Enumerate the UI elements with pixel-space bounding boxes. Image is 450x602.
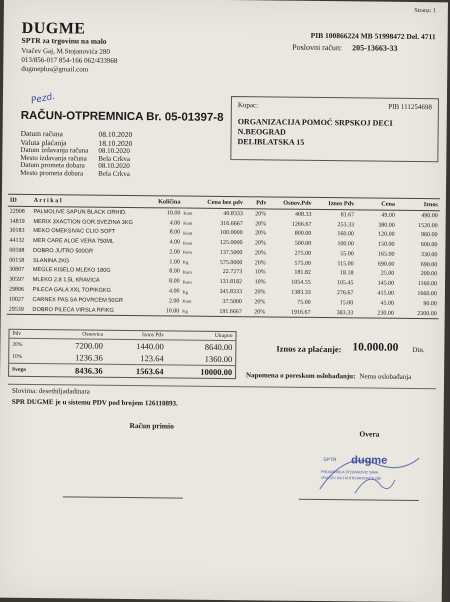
cell-price: 345.8333 [219, 288, 243, 296]
cell-pdv: 20% [255, 220, 267, 228]
cell-qty: 1.00 [169, 259, 180, 266]
document-title: RAČUN-OTPREMNICA Br. 05-01397-8 [20, 109, 224, 124]
cell-cena: 165.00 [377, 251, 395, 258]
cell-name: MER CARE ALOE VERA 750ML [33, 238, 115, 246]
cell-iznos: 1660.00 [417, 291, 437, 298]
cell-pdv: 20% [255, 230, 267, 237]
received-by-label: Račun primio [129, 421, 174, 431]
cell-pdv-amt: 160.00 [337, 231, 354, 238]
cell-cena: 25.00 [380, 271, 395, 278]
buyer-label: Kupac: [237, 101, 259, 110]
certification-label: Overa [359, 429, 380, 439]
cell-name: DOBRO PILECA VIRSLA RFIKG [30, 305, 147, 316]
cell-id: 30807 [9, 267, 25, 274]
cell-pdv-amt: 276.67 [336, 290, 354, 297]
amount-in-words: Slovima: desethiljadadinara [11, 386, 90, 396]
cell-pdv-amt: 253.33 [337, 221, 355, 228]
cell-iznos: 1160.00 [417, 281, 438, 288]
cell-iznos: 90.00 [423, 300, 437, 307]
cell-price: 100.0000 [220, 230, 243, 237]
cell-unit: Kom [183, 240, 193, 246]
vat-row: 10% 1236.36 123.64 1360.00 [12, 352, 233, 365]
tax-note-label: Napomena o poreskom oslobađanju: [246, 371, 356, 381]
cell-base: 408.33 [294, 211, 312, 218]
cell-qty: 8.00 [169, 278, 180, 285]
total-currency: Din. [412, 345, 425, 355]
cell-price: 575.0000 [219, 259, 243, 266]
cell-pdv: 20% [254, 240, 267, 247]
cell-base: 1054.55 [291, 279, 311, 287]
cell-price: 131.8182 [219, 279, 243, 286]
bank-account-value: 205-13663-33 [352, 43, 398, 53]
buyer-name: ORGANIZACIJA POMOĆ SRPSKOJ DECI N.BEOGRAD DELIBLATSKA 15 [237, 117, 393, 147]
cell-unit: Kom [183, 210, 193, 217]
date-row: Mesto prometa dobara Bela Crkva [20, 168, 130, 178]
cell-pdv-amt: 115.00 [337, 260, 354, 268]
items-table-wrap [7, 194, 440, 320]
cell-cena: 145.00 [377, 280, 395, 288]
cell-id: 30183 [9, 228, 25, 235]
cell-name: CARNEX PAS.SA POVRCEM 50GR [32, 296, 123, 304]
cell-base: 181.82 [294, 270, 311, 277]
cell-name: MEGLE KISELO MLEKO 180G [32, 267, 111, 275]
cell-id: 44132 [9, 237, 25, 245]
buyer-box [230, 96, 439, 162]
cell-pdv: 20% [244, 307, 268, 318]
cell-cena: 690.00 [377, 261, 395, 268]
cell-unit: Kom [183, 230, 193, 236]
cell-unit: Kom [182, 279, 192, 285]
cell-name: MERIX 3XACTION GOR.SVEZINA 3KG [33, 218, 133, 226]
cell-price: 125.0000 [220, 240, 243, 247]
vat-sum-row: Svega 8436.36 1563.64 10000.00 [9, 363, 235, 378]
cell-qty: 2.00 [169, 249, 180, 256]
cell-qty: 4.00 [168, 288, 180, 295]
cell-pdv-amt: 55.00 [340, 251, 354, 258]
cell-pdv-amt: 81.67 [340, 212, 355, 219]
cell-price: 316.6667 [220, 220, 243, 227]
cell-unit: Kom [183, 220, 193, 226]
cell-id: 30597 [9, 276, 25, 284]
bank-account-label: Poslovni račun: [292, 42, 343, 53]
vat-registration-note: SPR DUGME je u sistemu PDV pod brojem 126110893. [11, 397, 178, 408]
date-row: Valuta plaćanja 18.10.2020 [20, 137, 133, 149]
cell-qty: 10.00 [166, 210, 181, 217]
cell-pdv: 20% [254, 289, 266, 296]
seller-pib-line: PIB 100866224 MB 51998472 Del. 4711 [310, 30, 436, 42]
cell-price: 40.8333 [223, 210, 243, 218]
cell-qty: 10.00 [148, 306, 182, 317]
cell-name: MLEKO 2.8 1.5L KRAVICA [32, 277, 100, 284]
cell-id: 10027 [8, 296, 24, 303]
document-dates [20, 129, 132, 178]
cell-iznos: 960.00 [421, 232, 438, 239]
cell-qty: 8.00 [169, 268, 180, 275]
cell-cena: 380.00 [378, 222, 395, 229]
handwritten-note: Pezd. [30, 91, 56, 107]
cell-unit: Kom [182, 269, 192, 275]
cell-qty: 8.00 [169, 229, 181, 236]
cell-pdv: 20% [255, 211, 267, 218]
cell-id: 00598 [9, 247, 25, 254]
cell-pdv-amt: 18.18 [339, 270, 354, 277]
cell-price: 137.5000 [219, 249, 243, 257]
cell-cena: 415.00 [377, 290, 395, 297]
cell-base: 1916.67 [267, 307, 312, 318]
cell-pdv: 20% [254, 250, 266, 257]
signature-stroke [355, 479, 395, 494]
cell-pdv-amt: 100.00 [337, 241, 354, 248]
cell-cena: 45.00 [380, 300, 394, 307]
stamp-text-top: SPTR [323, 457, 337, 464]
tax-note [246, 371, 411, 381]
cell-iznos: 1520.00 [418, 222, 438, 229]
cell-qty: 4.00 [169, 239, 181, 246]
cell-iznos: 2300.00 [396, 308, 439, 319]
date-row: Datum računa 08.10.2020 [20, 128, 133, 140]
vat-row: 20% 7200.00 1440.00 8640.00 [12, 340, 233, 353]
cell-unit: Kg [182, 259, 189, 265]
cell-iznos: 600.00 [420, 242, 438, 249]
cell-name: PALMOLIVE SAPUN BLACK ORHID. [33, 208, 127, 216]
cell-qty: 4.00 [169, 220, 181, 227]
cell-cena: 230.00 [355, 308, 396, 319]
cell-base: 800.00 [294, 231, 312, 238]
cell-pdv-amt: 105.45 [336, 280, 354, 287]
cell-iznos: 330.00 [420, 251, 438, 259]
items-table [7, 194, 440, 320]
company-stamp [315, 449, 425, 498]
received-signature-line [63, 496, 183, 498]
seller-email: dugmeplus@gmail.com [21, 64, 89, 74]
cell-base: 75.00 [297, 299, 311, 306]
cell-price: 191.6667 [193, 306, 244, 317]
items-header-row: ID A r t i k a l Količina Cena bez pdv Pdv Osnov.Pdv Iznos Pdv Cena Iznos [8, 194, 440, 211]
vat-summary-table [9, 330, 235, 378]
seller-subtitle: SPTR za trgovinu na malo [21, 35, 107, 46]
cell-base: 500.00 [294, 240, 312, 248]
cell-name: PILECA GALA XXL TOPIKGKG [32, 286, 111, 294]
stamp-text-line: VRAČEV GAJ M.STOJANOVIĆA 280 [320, 476, 381, 481]
cell-unit: Kom [182, 298, 192, 304]
seller-name: DUGME [21, 19, 86, 38]
cell-base: 1266.67 [291, 221, 312, 228]
bank-account [292, 43, 397, 53]
cell-pdv: 10% [254, 269, 266, 276]
total-value: 10.000.00 [352, 341, 399, 354]
cell-cena: 49.00 [381, 212, 395, 219]
cell-price: 37.5000 [222, 298, 242, 305]
cell-iznos: 690.00 [420, 261, 438, 268]
items-body [7, 206, 440, 319]
cell-name: DOBRO JUTRO 500GR [33, 247, 94, 255]
seller-address: Vračev Gaj, M.Stojanovića 280 [21, 46, 110, 56]
cell-pdv: 20% [254, 260, 266, 267]
cell-pdv-amt: 383.33 [312, 308, 355, 319]
date-row: Datum izdavanja računa 08.10.2020 [20, 145, 130, 156]
cell-id: 00158 [9, 257, 25, 264]
seller-phones: 013/856-017 854-166 062/433968 [21, 55, 118, 65]
cell-unit: Kg [182, 289, 189, 295]
stamp-text-line: PRODAVNICA STOJANOVIC SAVA [321, 470, 379, 475]
stamp-brand: dugme [351, 454, 388, 467]
cell-price: 22.7273 [222, 269, 243, 276]
cell-pdv-amt: 15.00 [339, 299, 354, 307]
total-label: Iznos za plaćanje: [276, 343, 342, 355]
cell-cena: 150.00 [378, 241, 395, 248]
cell-id: 29806 [8, 286, 24, 293]
cell-qty: 2.00 [168, 298, 180, 305]
cell-unit: Kom [182, 250, 192, 256]
date-row: Mesto izdavanja računa Bela Crkva [20, 153, 131, 163]
cell-name: MEKO OMEKSIVAC CLIO SOFT [33, 228, 116, 236]
page-number: Strana: 1 [414, 7, 436, 15]
cell-cena: 120.00 [378, 232, 395, 239]
cell-unit: Kg [181, 306, 193, 316]
cell-name: SLANINA 2KG [32, 257, 70, 265]
cell-id: 14819 [9, 218, 25, 225]
cell-id: 22908 [9, 208, 25, 215]
cell-pdv: 20% [254, 299, 266, 306]
vat-header-row: Pdv Osnovica Iznos Pdv Ukupno [9, 330, 235, 341]
cell-base: 275.00 [294, 250, 312, 257]
cell-id: 29539 [7, 304, 31, 315]
seller-address-block [21, 47, 117, 75]
cell-iznos: 200.00 [420, 271, 438, 278]
cell-base: 1383.33 [291, 289, 311, 296]
cell-iznos: 490.00 [421, 212, 438, 220]
date-row: Datum prometa dobara 08.10.2020 [20, 160, 130, 171]
tax-note-value: Nema oslobađanja [359, 372, 412, 381]
cell-pdv: 10% [254, 279, 266, 286]
certification-signature-line [299, 499, 419, 501]
buyer-pib: PIB 111254698 [388, 102, 432, 112]
cell-base: 575.00 [294, 260, 312, 267]
vat-summary-box [8, 329, 236, 379]
